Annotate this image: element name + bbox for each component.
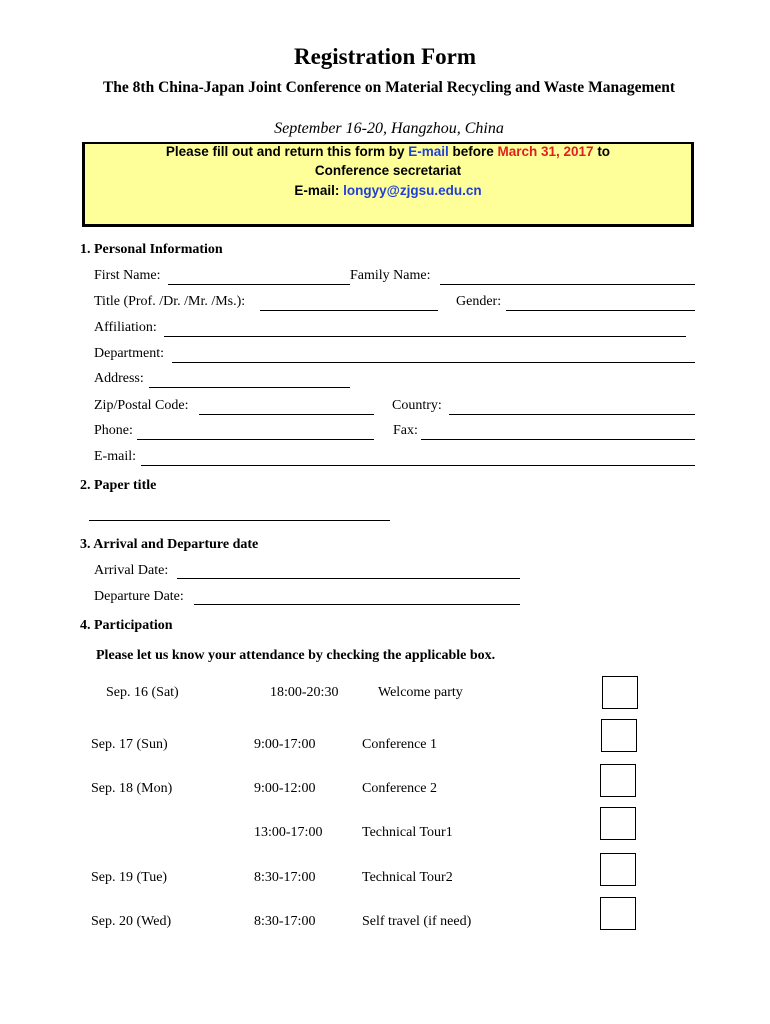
title-label: Title (Prof. /Dr. /Mr. /Ms.): [94,294,246,309]
notice-text: to [593,144,611,159]
paper-title-field[interactable] [89,520,390,521]
session-event: Conference 2 [362,781,438,796]
session-event: Technical Tour1 [362,825,453,840]
first-name-field[interactable] [168,284,350,285]
family-name-label: Family Name: [350,268,431,283]
country-field[interactable] [449,414,695,415]
self-travel-checkbox[interactable] [600,897,636,930]
section-participation-heading: 4. Participation [80,618,173,633]
form-title: Registration Form [293,44,477,69]
session-event: Conference 1 [362,737,438,752]
conference-name: The 8th China-Japan Joint Conference on Material Recycling and Waste Management [102,79,676,96]
address-label: Address: [94,371,144,386]
session-time: 18:00-20:30 [270,685,339,700]
arrival-date-field[interactable] [177,578,520,579]
conference-2-checkbox[interactable] [600,764,636,797]
section-arrival-heading: 3. Arrival and Departure date [80,537,259,552]
welcome-party-checkbox[interactable] [602,676,638,709]
date-location: September 16-20, Hangzhou, China [274,120,504,137]
zip-label: Zip/Postal Code: [94,398,189,413]
session-day: Sep. 19 (Tue) [91,870,168,885]
notice-line-1 [85,144,691,159]
notice-email-word: E-mail [408,144,449,159]
session-time: 8:30-17:00 [254,914,316,929]
department-field[interactable] [172,362,695,363]
first-name-label: First Name: [94,268,161,283]
notice-deadline: March 31, 2017 [497,144,594,159]
notice-email-address[interactable]: longyy@zjgsu.edu.cn [343,183,482,198]
phone-field[interactable] [137,439,374,440]
affiliation-label: Affiliation: [94,320,157,335]
session-time: 13:00-17:00 [254,825,323,840]
section-paper-heading: 2. Paper title [80,478,157,493]
session-event: Technical Tour2 [362,870,453,885]
session-day: Sep. 18 (Mon) [91,781,173,796]
notice-line-3 [85,183,691,198]
notice-email-label: E-mail: [294,183,344,198]
title-field[interactable] [260,310,438,311]
session-time: 9:00-12:00 [254,781,316,796]
notice-text: Please fill out and return this form by [165,144,409,159]
submission-notice-box [82,142,694,227]
technical-tour-1-checkbox[interactable] [600,807,636,840]
technical-tour-2-checkbox[interactable] [600,853,636,886]
zip-field[interactable] [199,414,374,415]
session-day: Sep. 16 (Sat) [106,685,179,700]
departure-date-label: Departure Date: [94,589,184,604]
family-name-field[interactable] [440,284,695,285]
department-label: Department: [94,346,164,361]
affiliation-field[interactable] [164,336,686,337]
session-event: Welcome party [378,685,463,700]
section-personal-heading: 1. Personal Information [80,242,223,257]
conference-1-checkbox[interactable] [601,719,637,752]
session-day: Sep. 17 (Sun) [91,737,168,752]
email-label: E-mail: [94,449,136,464]
participation-instruction: Please let us know your attendance by checking the applicable box. [96,648,496,663]
notice-line-2: Conference secretariat [314,163,462,178]
notice-text: before [448,144,498,159]
session-event: Self travel (if need) [362,914,472,929]
phone-label: Phone: [94,423,133,438]
country-label: Country: [392,398,442,413]
address-field[interactable] [149,387,350,388]
session-day: Sep. 20 (Wed) [91,914,172,929]
gender-label: Gender: [456,294,502,309]
session-time: 9:00-17:00 [254,737,316,752]
arrival-date-label: Arrival Date: [94,563,169,578]
session-time: 8:30-17:00 [254,870,316,885]
departure-date-field[interactable] [194,604,520,605]
fax-field[interactable] [421,439,695,440]
fax-label: Fax: [393,423,418,438]
gender-field[interactable] [506,310,695,311]
email-field[interactable] [141,465,695,466]
